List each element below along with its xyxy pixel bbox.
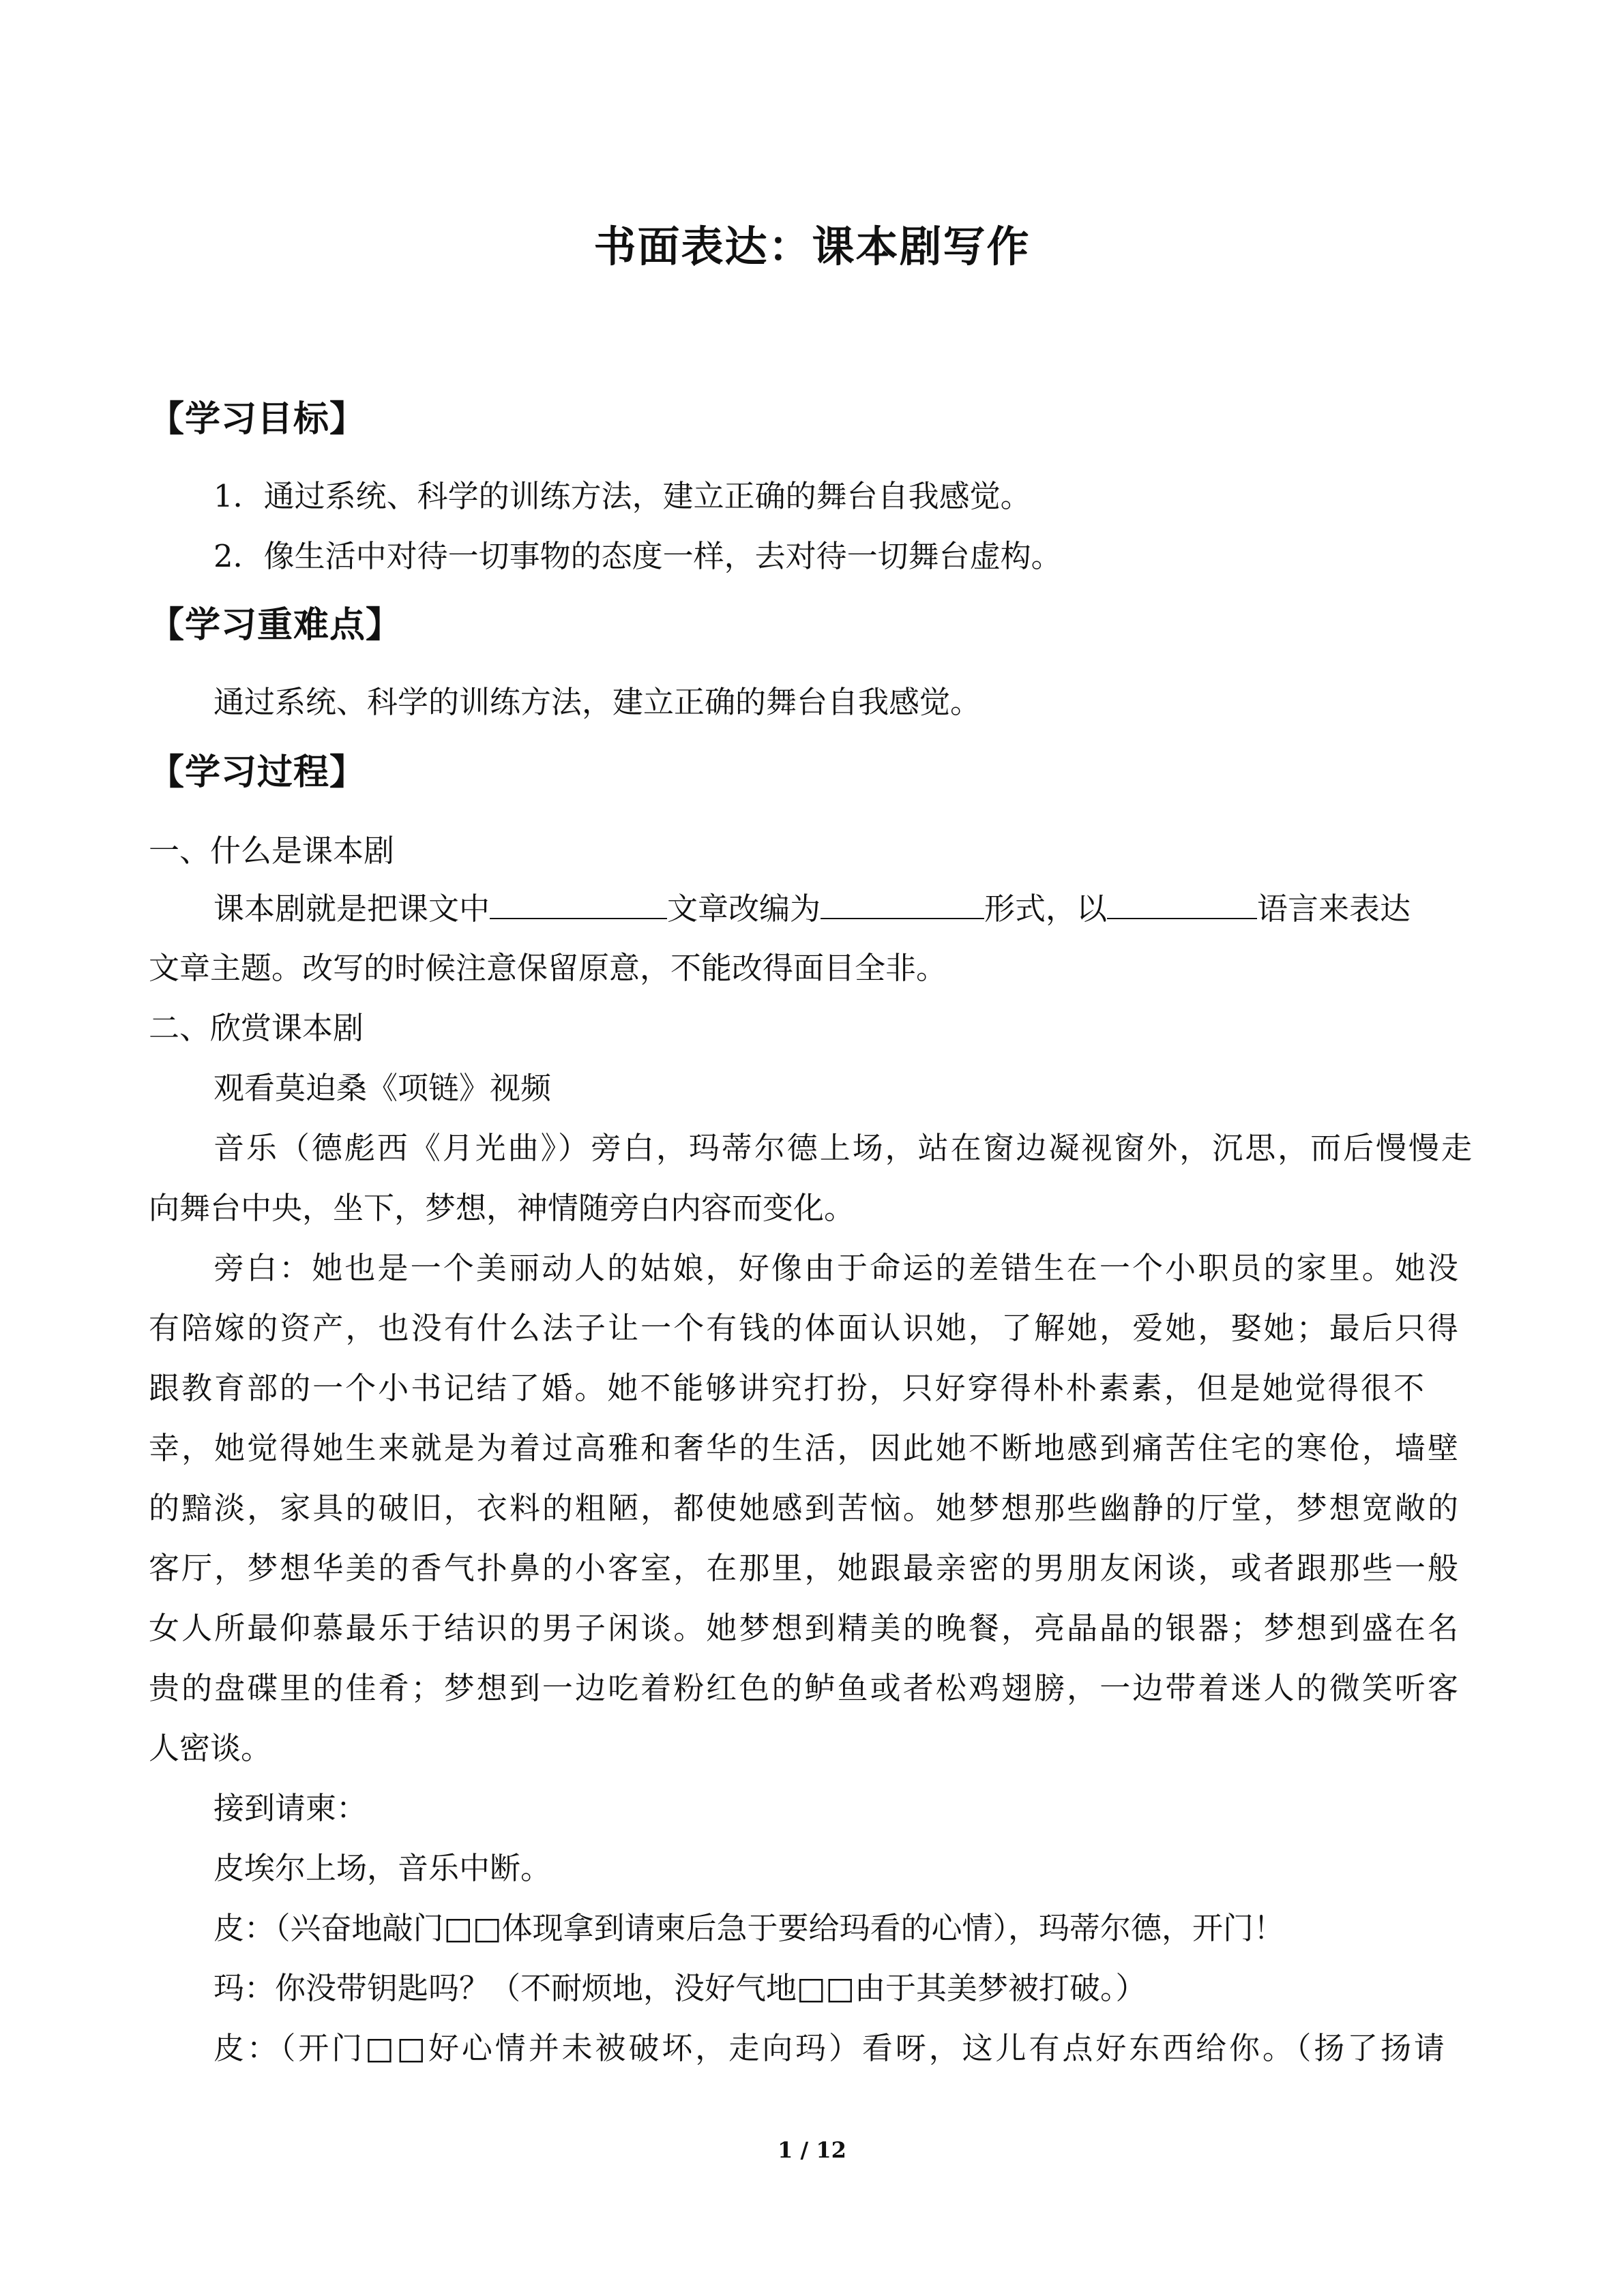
part2-heading: 二、欣赏课本剧 [149,1010,364,1046]
goal-item-1: 1．通过系统、科学的训练方法，建立正确的舞台自我感觉。 [213,478,1031,514]
part2-line: 音乐（德彪西《月光曲》）旁白，玛蒂尔德上场，站在窗边凝视窗外，沉思，而后慢慢走 [213,1130,1472,1166]
part2-line: 玛：你没带钥匙吗？（不耐烦地，没好气地□□由于其美梦被打破。） [213,1970,1147,2006]
part1-seg1: 课本剧就是把课文中 [213,891,490,927]
part2-line: 有陪嫁的资产，也没有什么法子让一个有钱的体面认识她，了解她，爱她，娶她；最后只得 [149,1310,1458,1346]
part1-heading: 一、什么是课本剧 [149,833,395,869]
part2-line: 皮：（开门□□好心情并未被破坏，走向玛）看呀，这儿有点好东西给你。（扬了扬请 [213,2030,1445,2066]
part1-seg4: 语言来表达 [1257,891,1411,927]
part2-line: 贵的盘碟里的佳肴；梦想到一边吃着粉红色的鲈鱼或者松鸡翅膀，一边带着迷人的微笑听客 [149,1670,1458,1706]
part2-line: 向舞台中央，坐下，梦想，神情随旁白内容而变化。 [149,1190,855,1226]
page-number: 1 / 12 [778,2137,846,2163]
part2-line: 幸，她觉得她生来就是为着过高雅和奢华的生活，因此她不断地感到痛苦住宅的寒伧，墙壁 [149,1430,1458,1466]
part2-line: 跟教育部的一个小书记结了婚。她不能够讲究打扮，只好穿得朴朴素素，但是她觉得很不 [149,1370,1424,1406]
fill-blank-1[interactable] [490,888,667,919]
part1-seg3: 形式，以 [984,891,1108,927]
fill-blank-3[interactable] [1107,888,1257,919]
part2-line: 观看莫迫桑《项链》视频 [213,1070,552,1106]
part2-line: 客厅，梦想华美的香气扑鼻的小客室，在那里，她跟最亲密的男朋友闲谈，或者跟那些一般 [149,1550,1458,1586]
part1-line-2: 文章主题。改写的时候注意保留原意，不能改得面目全非。 [149,950,947,986]
section-heading-process: 【学习过程】 [149,752,366,793]
page-title: 书面表达：课本剧写作 [593,222,1031,271]
part2-line: 旁白：她也是一个美丽动人的姑娘，好像由于命运的差错生在一个小职员的家里。她没 [213,1250,1458,1286]
part2-line: 的黯淡，家具的破旧，衣料的粗陋，都使她感到苦恼。她梦想那些幽静的厅堂，梦想宽敞的 [149,1490,1458,1526]
part2-line: 皮：（兴奋地敲门□□体现拿到请柬后急于要给玛看的心情），玛蒂尔德，开门！ [213,1910,1285,1946]
part2-line: 接到请柬： [213,1790,368,1826]
part1-definition-line [213,888,1411,929]
key-point-text: 通过系统、科学的训练方法，建立正确的舞台自我感觉。 [213,684,981,720]
part2-line: 皮埃尔上场，音乐中断。 [213,1850,552,1886]
part2-line: 女人所最仰慕最乐于结识的男子闲谈。她梦想到精美的晚餐，亮晶晶的银器；梦想到盛在名 [149,1610,1458,1646]
fill-blank-2[interactable] [821,888,984,919]
section-heading-key-points: 【学习重难点】 [149,605,402,646]
part1-seg2: 文章改编为 [667,891,821,927]
goal-item-2: 2．像生活中对待一切事物的态度一样，去对待一切舞台虚构。 [213,538,1062,574]
part2-line: 人密谈。 [149,1730,272,1766]
section-heading-goals: 【学习目标】 [149,399,366,440]
